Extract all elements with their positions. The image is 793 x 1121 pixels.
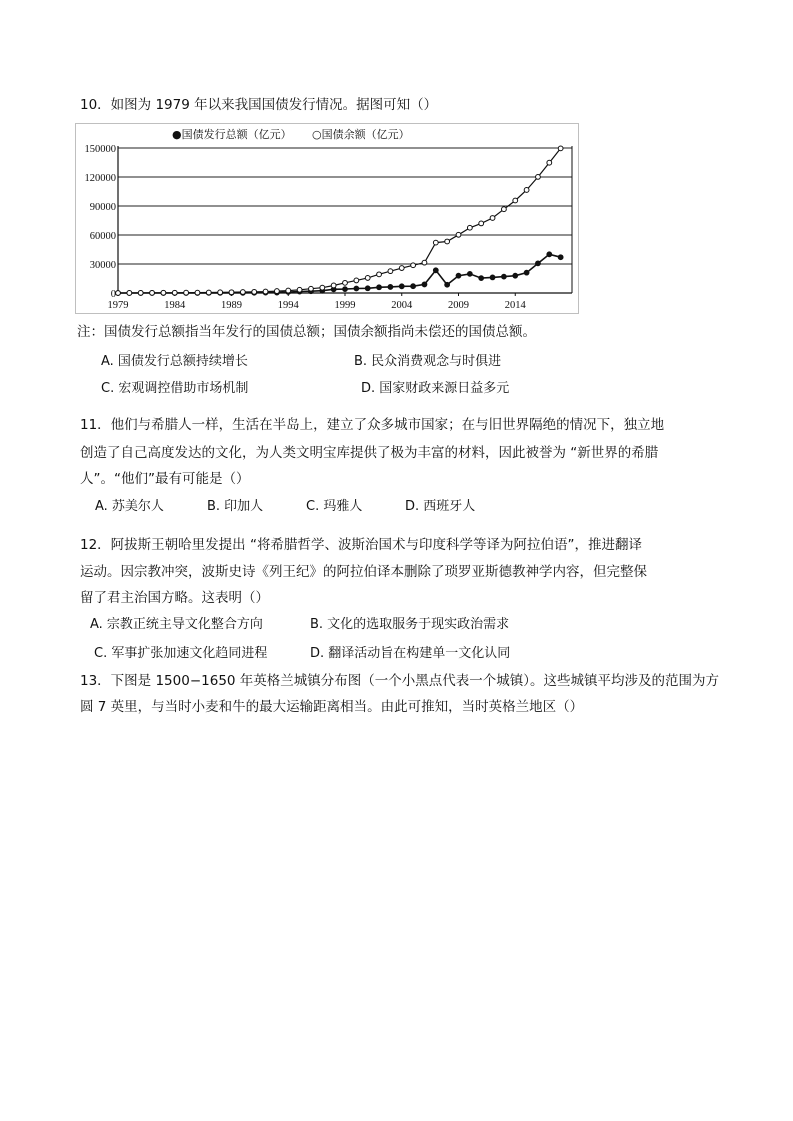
q10-option-d[interactable]: D. 国家财政来源日益多元 xyxy=(361,381,510,396)
q11-stem-line-1: 11．他们与希腊人一样，生活在半岛上，建立了众多城市国家；在与旧世界隔绝的情况下，独立地 xyxy=(80,417,665,433)
balance-point xyxy=(195,290,200,295)
balance-point xyxy=(309,286,314,291)
issuance-point xyxy=(343,287,348,292)
x-tick-label: 1984 xyxy=(164,300,186,311)
balance-point xyxy=(467,225,472,230)
q12-stem-line-1: 12．阿拔斯王朝哈里发提出 “将希腊哲学、波斯治国术与印度科学等译为阿拉伯语”，推进翻译 xyxy=(80,537,642,553)
issuance-point xyxy=(422,282,427,287)
series-line-issuance xyxy=(118,254,561,293)
q10-note: 注：国债发行总额指当年发行的国债总额；国债余额指尚未偿还的国债总额。 xyxy=(77,324,536,340)
issuance-point xyxy=(456,273,461,278)
x-tick-label: 2014 xyxy=(504,300,526,311)
balance-point xyxy=(252,289,257,294)
y-tick-label: 30000 xyxy=(89,260,116,271)
q11-option-a[interactable]: A. 苏美尔人 xyxy=(95,499,164,514)
y-tick-label: 60000 xyxy=(89,231,116,242)
issuance-point xyxy=(445,282,450,287)
x-tick-label: 2009 xyxy=(448,300,469,311)
issuance-point xyxy=(524,270,529,275)
balance-point xyxy=(479,221,484,226)
balance-point xyxy=(513,198,518,203)
q12-stem-line-3: 留了君主治国方略。这表明（） xyxy=(80,590,269,606)
q10-option-c[interactable]: C. 宏观调控借助市场机制 xyxy=(101,381,249,396)
x-tick-label: 1989 xyxy=(221,300,242,311)
balance-point xyxy=(388,269,393,274)
balance-point xyxy=(445,239,450,244)
y-tick-label: 0 xyxy=(110,289,116,300)
y-tick-label: 90000 xyxy=(89,202,116,213)
q12-option-b[interactable]: B. 文化的选取服务于现实政治需求 xyxy=(310,617,510,632)
balance-point xyxy=(320,285,325,290)
q13-stem-line-2: 圆 7 英里，与当时小麦和牛的最大运输距离相当。由此可推知，当时英格兰地区（） xyxy=(80,699,584,715)
series-line-balance xyxy=(118,148,561,293)
q11-stem-line-2: 创造了自己高度发达的文化，为人类文明宝库提供了极为丰富的材料，因此被誉为 “新世界的希腊 xyxy=(80,445,659,461)
balance-point xyxy=(184,290,189,295)
balance-point xyxy=(286,288,291,293)
q12-option-d[interactable]: D. 翻译活动旨在构建单一文化认同 xyxy=(310,646,511,661)
issuance-point xyxy=(433,268,438,273)
q11-option-b[interactable]: B. 印加人 xyxy=(207,499,264,514)
q12-stem-line-2: 运动。因宗教冲突，波斯史诗《列王纪》的阿拉伯译本删除了琐罗亚斯德教神学内容，但完整保 xyxy=(80,564,647,580)
x-tick-label: 1979 xyxy=(107,300,129,311)
q12-option-a[interactable]: A. 宗教正统主导文化整合方向 xyxy=(90,617,263,632)
chart-series xyxy=(116,146,563,295)
issuance-point xyxy=(467,271,472,276)
issuance-point xyxy=(377,285,382,290)
issuance-point xyxy=(365,286,370,291)
q10-option-a[interactable]: A. 国债发行总额持续增长 xyxy=(101,354,248,369)
issuance-point xyxy=(490,275,495,280)
chart-legend xyxy=(172,127,410,141)
balance-point xyxy=(161,290,166,295)
chart-gridlines xyxy=(118,148,572,264)
balance-point xyxy=(116,291,121,296)
issuance-point xyxy=(502,274,507,279)
issuance-point xyxy=(411,284,416,289)
balance-point xyxy=(138,291,143,296)
q10-option-b[interactable]: B. 民众消费观念与时俱进 xyxy=(354,354,502,369)
balance-point xyxy=(558,146,563,151)
balance-point xyxy=(524,188,529,193)
balance-point xyxy=(331,283,336,288)
balance-point xyxy=(127,291,132,296)
q11-stem-line-3: 人”。“他们”最有可能是（） xyxy=(80,471,250,487)
q11-option-d[interactable]: D. 西班牙人 xyxy=(405,499,476,514)
balance-point xyxy=(263,289,268,294)
y-tick-label: 120000 xyxy=(84,173,116,184)
balance-point xyxy=(275,289,280,294)
legend-item-balance: ○国债余额（亿元） xyxy=(312,128,410,141)
balance-point xyxy=(422,260,427,265)
issuance-point xyxy=(513,273,518,278)
balance-point xyxy=(297,287,302,292)
balance-point xyxy=(399,266,404,271)
x-tick-label: 1999 xyxy=(334,300,356,311)
balance-point xyxy=(536,175,541,180)
balance-point xyxy=(343,280,348,285)
balance-point xyxy=(411,263,416,268)
balance-point xyxy=(365,276,370,281)
national-debt-chart xyxy=(75,123,579,314)
issuance-point xyxy=(479,276,484,281)
balance-point xyxy=(229,290,234,295)
balance-point xyxy=(490,216,495,221)
balance-point xyxy=(150,290,155,295)
balance-point xyxy=(206,290,211,295)
q13-stem-line-1: 13．下图是 1500−1650 年英格兰城镇分布图（一个小黑点代表一个城镇）。这些城镇平均涉及的范围为方 xyxy=(80,673,720,689)
issuance-point xyxy=(558,255,563,260)
balance-point xyxy=(172,290,177,295)
balance-point xyxy=(547,160,552,165)
issuance-point xyxy=(354,286,359,291)
balance-point xyxy=(433,240,438,245)
x-tick-label: 2004 xyxy=(391,300,413,311)
balance-point xyxy=(502,207,507,212)
chart-svg xyxy=(76,124,578,313)
issuance-point xyxy=(388,285,393,290)
balance-point xyxy=(456,232,461,237)
legend-item-issuance: ●国债发行总额（亿元） xyxy=(172,128,292,141)
y-tick-label: 150000 xyxy=(84,144,116,155)
x-tick-label: 1994 xyxy=(277,300,299,311)
q12-option-c[interactable]: C. 军事扩张加速文化趋同进程 xyxy=(94,646,268,661)
issuance-point xyxy=(547,252,552,257)
q11-option-c[interactable]: C. 玛雅人 xyxy=(306,499,363,514)
issuance-point xyxy=(536,261,541,266)
balance-point xyxy=(377,272,382,277)
balance-point xyxy=(354,278,359,283)
balance-point xyxy=(218,290,223,295)
q10-stem: 10．如图为 1979 年以来我国国债发行情况。据图可知（） xyxy=(80,97,438,113)
balance-point xyxy=(240,290,245,295)
issuance-point xyxy=(399,284,404,289)
